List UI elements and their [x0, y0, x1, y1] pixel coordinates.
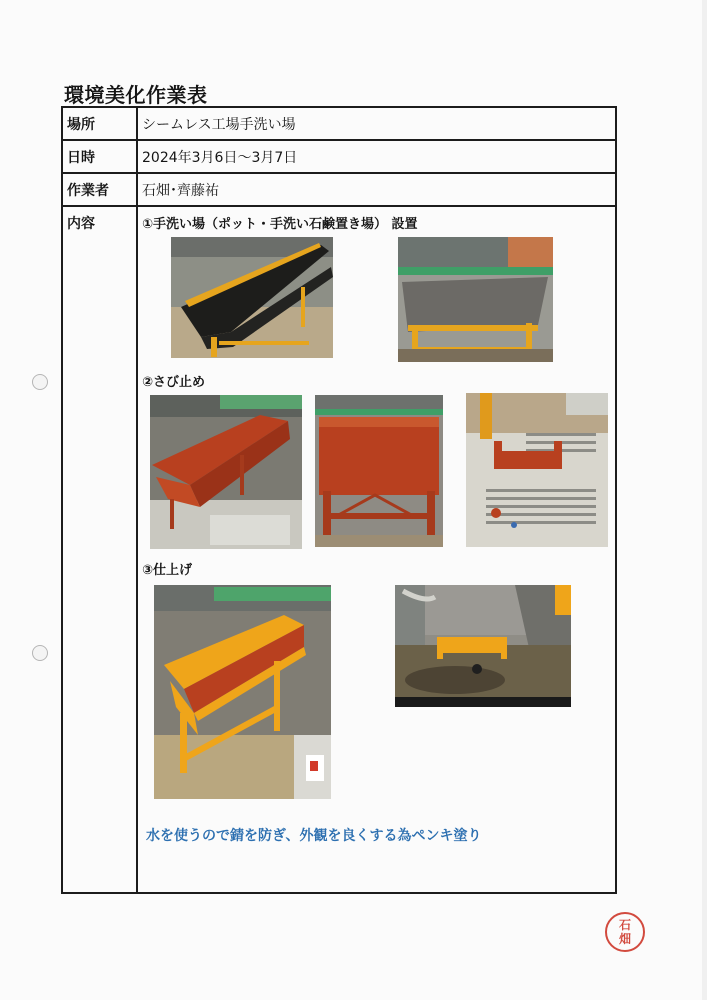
date-value: 2024年3月6日～3月7日 — [137, 140, 616, 173]
page-edge — [702, 0, 707, 1000]
content-cell — [137, 206, 616, 893]
date-label: 日時 — [62, 140, 137, 173]
photo-finish-1 — [154, 585, 331, 799]
binder-hole — [32, 645, 48, 661]
workers-value: 石畑･齊藤祐 — [137, 173, 616, 206]
row-workers — [62, 173, 616, 206]
photo-sink-before-1 — [171, 237, 333, 358]
place-label: 場所 — [62, 107, 137, 140]
place-value: シームレス工場手洗い場 — [137, 107, 616, 140]
document-title: 環境美化作業表 — [64, 83, 208, 107]
photo-rust-primer-3 — [466, 393, 608, 547]
content-area — [142, 207, 615, 892]
binder-hole — [32, 374, 48, 390]
content-label: 内容 — [62, 206, 137, 893]
name-seal-stamp — [605, 912, 645, 952]
row-date — [62, 140, 616, 173]
workers-label: 作業者 — [62, 173, 137, 206]
photo-rust-primer-1 — [150, 395, 302, 549]
section-3-label: ③仕上げ — [142, 563, 193, 578]
photo-sink-before-2 — [398, 237, 553, 362]
photo-finish-2 — [395, 585, 571, 707]
row-place — [62, 107, 616, 140]
stamp-line-1: 石 — [618, 918, 631, 932]
row-content — [62, 206, 616, 893]
work-record-table — [61, 106, 617, 894]
section-2-label: ②さび止め — [142, 375, 206, 390]
section-1-label: ①手洗い場（ポット・手洗い石鹸置き場） 設置 — [142, 217, 418, 232]
note-text: 水を使うので錆を防ぎ、外観を良くする為ペンキ塗り — [146, 828, 482, 844]
photo-rust-primer-2 — [315, 395, 443, 547]
stamp-line-2: 畑 — [618, 932, 631, 946]
